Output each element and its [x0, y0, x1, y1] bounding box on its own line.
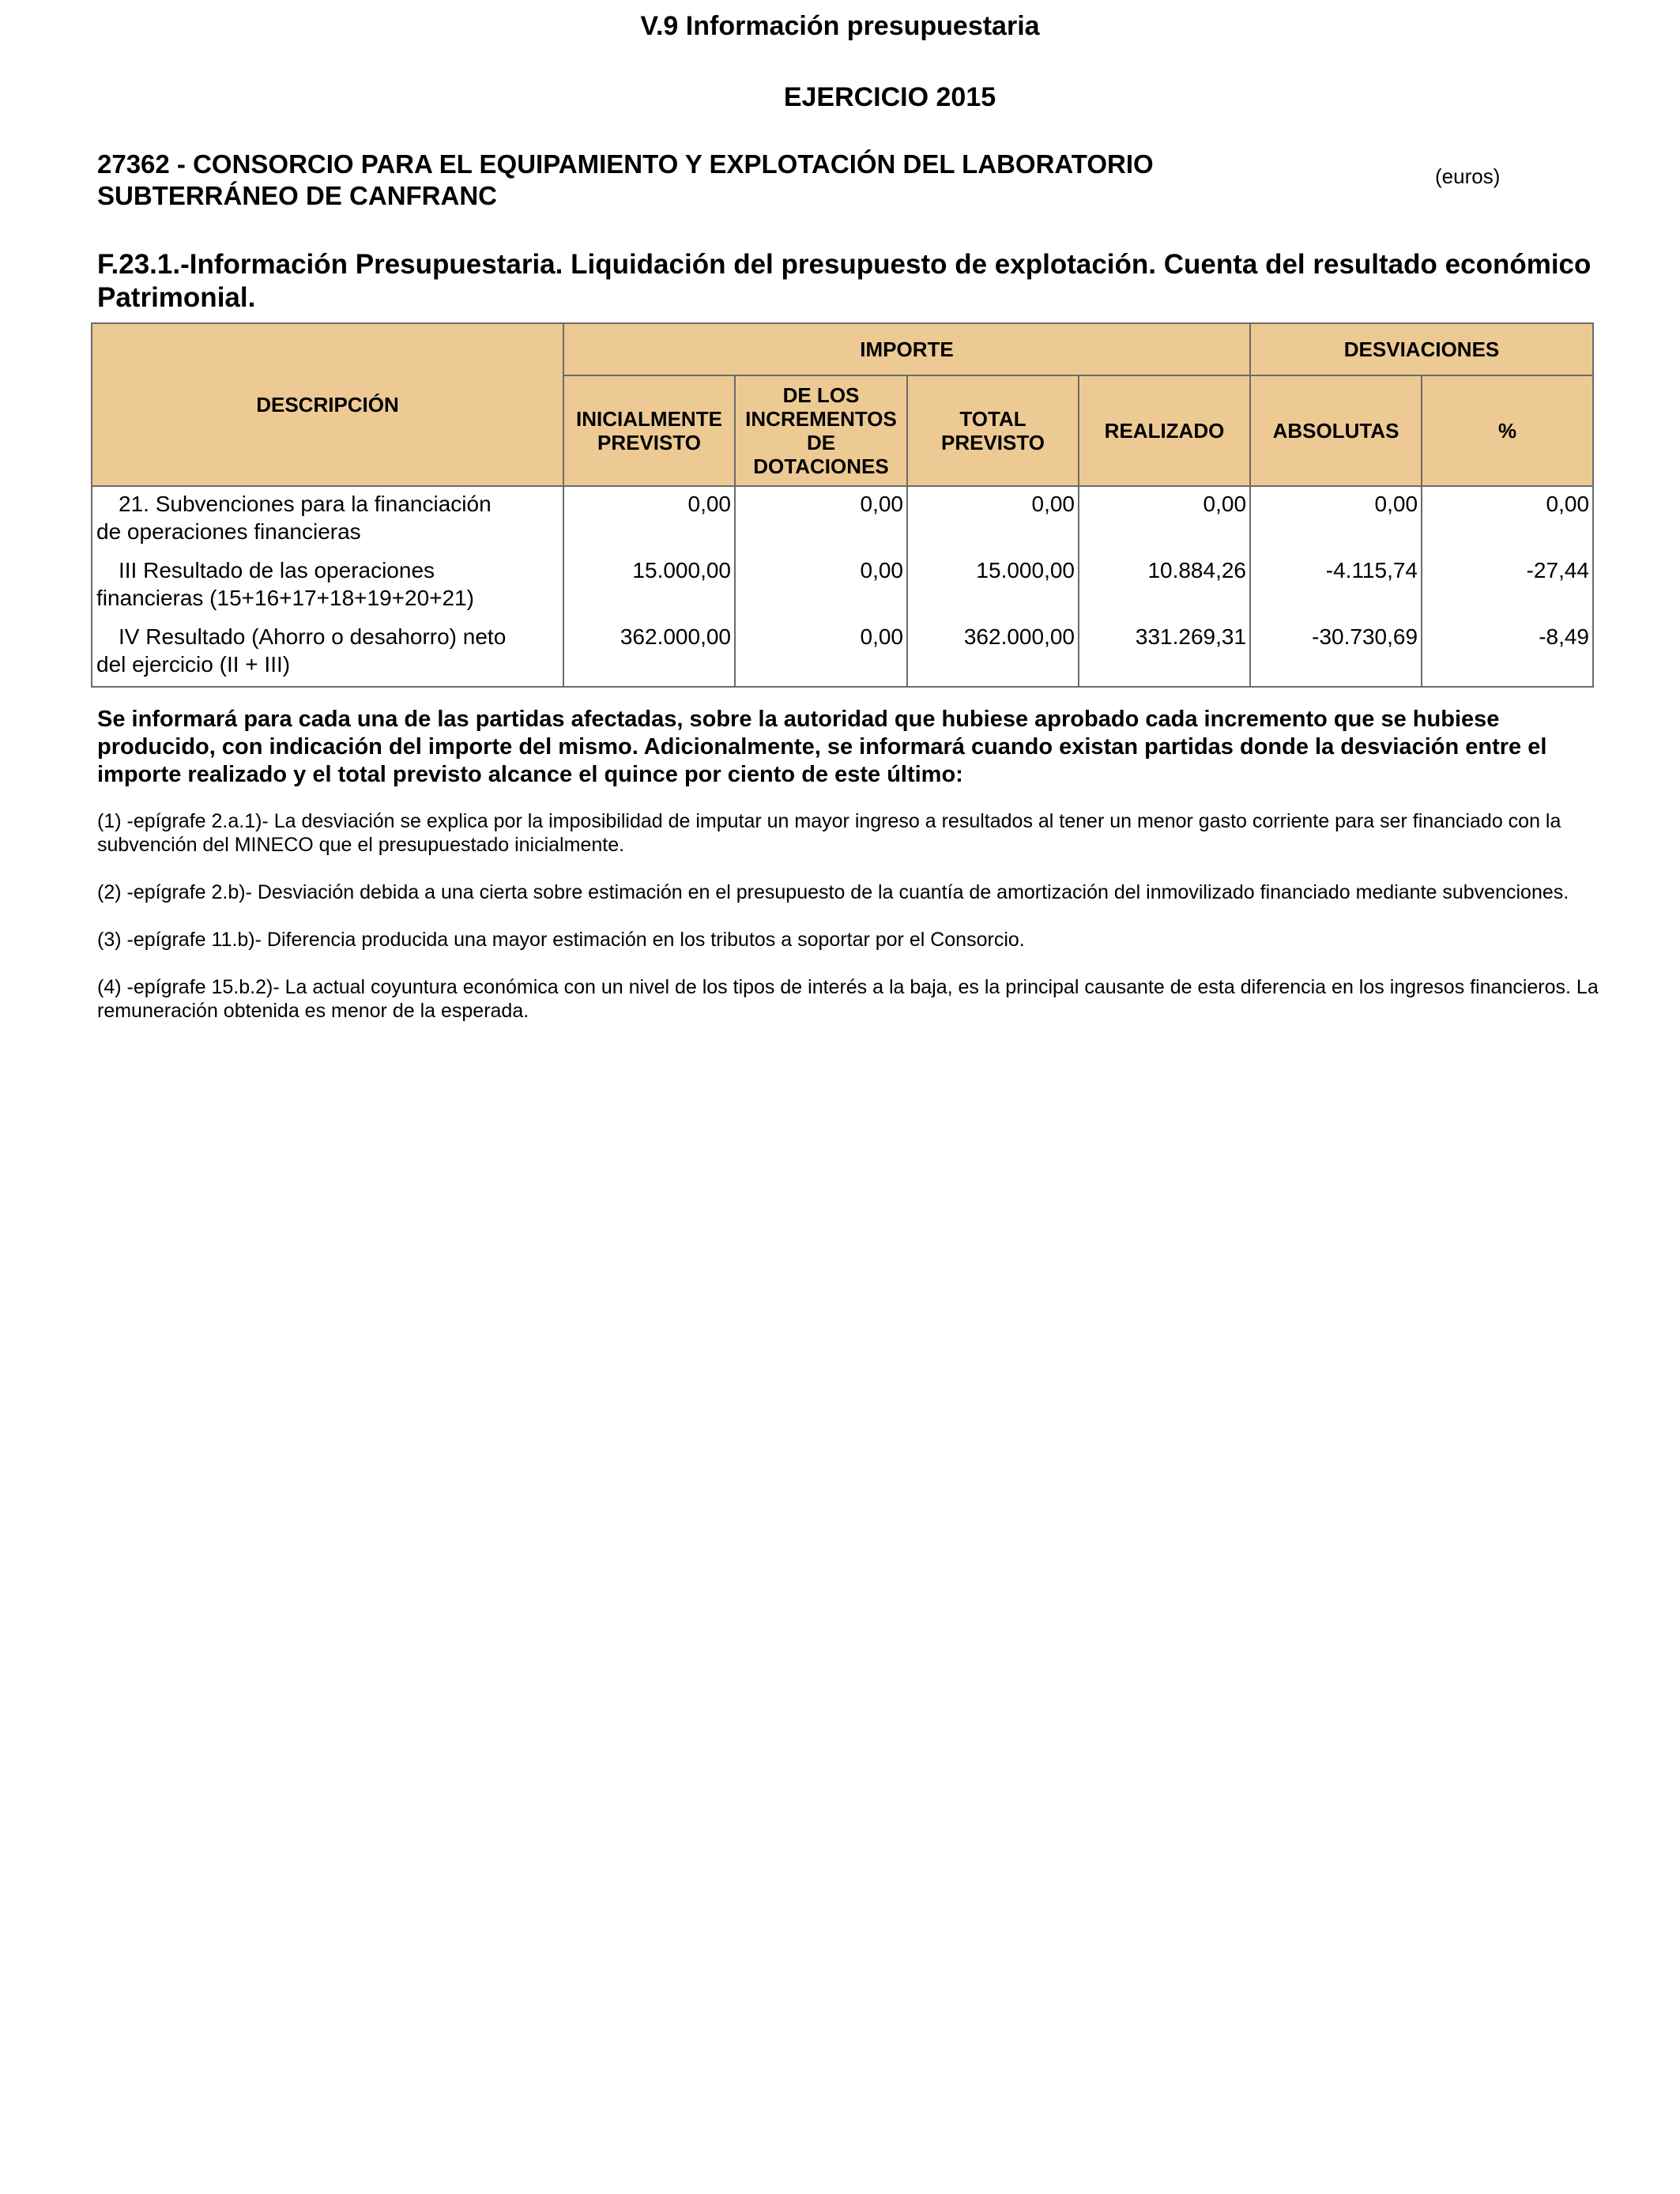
cell-total: 15.000,00: [907, 553, 1079, 620]
budget-table: [91, 322, 1594, 688]
header-total-previsto: TOTAL PREVISTO: [907, 375, 1079, 486]
row-description-line2: del ejercicio (II + III): [96, 652, 291, 677]
table-row: [92, 486, 1593, 553]
entity-name: [97, 149, 1283, 212]
note-item: (2) -epígrafe 2.b)- Desviación debida a una cierta sobre estimación en el presupuesto de la cuantía de amortización del inmovilizado financiado mediante subvenciones.: [97, 881, 1569, 903]
header-absolutas: ABSOLUTAS: [1250, 375, 1422, 486]
row-description-line1: IV Resultado (Ahorro o desahorro) neto: [119, 624, 507, 649]
notes-list: [97, 809, 1599, 1046]
row-description: [92, 620, 563, 687]
cell-realizado: 331.269,31: [1079, 620, 1250, 687]
header-porcentaje: %: [1422, 375, 1593, 486]
header-importe: IMPORTE: [563, 323, 1250, 375]
note-item: (1) -epígrafe 2.a.1)- La desviación se explica por la imposibilidad de imputar un mayor ingreso a resultados al tener un menor gasto corriente para ser financiado con la subvención del MINECO que el presupuestado inicialmente.: [97, 810, 1561, 856]
row-description: [92, 553, 563, 620]
header-descripcion: DESCRIPCIÓN: [92, 323, 563, 486]
cell-absolutas: 0,00: [1250, 486, 1422, 553]
cell-realizado: 0,00: [1079, 486, 1250, 553]
row-description-line2: financieras (15+16+17+18+19+20+21): [96, 586, 474, 610]
cell-porcentaje: -27,44: [1422, 553, 1593, 620]
cell-inicial: 362.000,00: [563, 620, 735, 687]
row-description-line1: III Resultado de las operaciones: [119, 558, 435, 582]
note-item: (4) -epígrafe 15.b.2)- La actual coyuntura económica con un nivel de los tipos de interés a la baja, es la principal causante de esta diferencia en los ingresos financieros. La remuneración obtenida es menor de la esperada.: [97, 976, 1599, 1022]
table-row: [92, 620, 1593, 687]
section-title: V.9 Información presupuestaria: [640, 11, 1040, 41]
header-incrementos: DE LOS INCREMENTOS DE DOTACIONES: [735, 375, 907, 486]
exercise-year: EJERCICIO 2015: [783, 82, 996, 112]
note-item: (3) -epígrafe 11.b)- Diferencia producida una mayor estimación en los tributos a soportar por el Consorcio.: [97, 929, 1025, 951]
report-title-line2: Patrimonial.: [97, 282, 256, 313]
cell-total: 0,00: [907, 486, 1079, 553]
entity-name-line2: SUBTERRÁNEO DE CANFRANC: [97, 181, 498, 210]
report-title-line1: F.23.1.-Información Presupuestaria. Liquidación del presupuesto de explotación. Cuenta del resultado económico: [97, 249, 1591, 280]
cell-absolutas: -4.115,74: [1250, 553, 1422, 620]
row-description: [92, 486, 563, 553]
cell-absolutas: -30.730,69: [1250, 620, 1422, 687]
table-row: [92, 553, 1593, 620]
cell-inicial: 0,00: [563, 486, 735, 553]
report-title: [97, 248, 1599, 315]
notes-heading: Se informará para cada una de las partidas afectadas, sobre la autoridad que hubiese aprobado cada incremento que se hubiese producido, con indicación del importe del mismo. Adicionalmente, se informará cuando existan partidas donde la desviación entre el importe realizado y el total previsto alcance el quince por ciento de este último:: [97, 707, 1547, 787]
cell-total: 362.000,00: [907, 620, 1079, 687]
cell-incrementos: 0,00: [735, 486, 907, 553]
header-realizado: REALIZADO: [1079, 375, 1250, 486]
header-desviaciones: DESVIACIONES: [1250, 323, 1593, 375]
cell-inicial: 15.000,00: [563, 553, 735, 620]
cell-porcentaje: 0,00: [1422, 486, 1593, 553]
header-inicialmente-previsto: INICIALMENTE PREVISTO: [563, 375, 735, 486]
cell-porcentaje: -8,49: [1422, 620, 1593, 687]
cell-realizado: 10.884,26: [1079, 553, 1250, 620]
entity-name-line1: 27362 - CONSORCIO PARA EL EQUIPAMIENTO Y EXPLOTACIÓN DEL LABORATORIO: [97, 149, 1154, 179]
row-description-line2: de operaciones financieras: [96, 519, 361, 544]
units-label: (euros): [1435, 164, 1501, 188]
cell-incrementos: 0,00: [735, 553, 907, 620]
row-description-line1: 21. Subvenciones para la financiación: [119, 492, 492, 516]
cell-incrementos: 0,00: [735, 620, 907, 687]
